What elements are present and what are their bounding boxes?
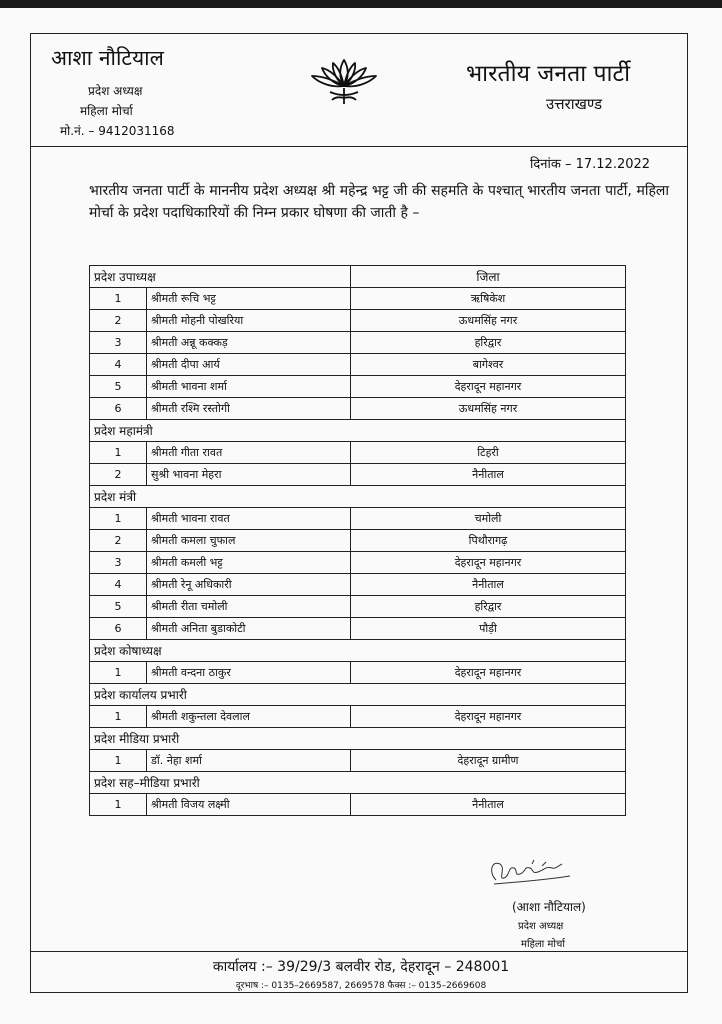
section-title: प्रदेश उपाध्यक्ष — [90, 266, 351, 288]
section-row — [90, 772, 626, 794]
member-name: श्रीमती अनिता बुडाकोटी — [147, 618, 351, 640]
section-row — [90, 486, 626, 508]
table-row — [90, 464, 626, 486]
table-row — [90, 662, 626, 684]
serial-number: 5 — [90, 376, 147, 398]
district-name: पौड़ी — [351, 618, 626, 640]
serial-number: 2 — [90, 310, 147, 332]
footer-divider — [30, 951, 688, 952]
serial-number: 1 — [90, 794, 147, 816]
serial-number: 1 — [90, 706, 147, 728]
table-row — [90, 310, 626, 332]
section-title: प्रदेश कोषाध्यक्ष — [90, 640, 626, 662]
section-row — [90, 420, 626, 442]
top-bar — [0, 0, 722, 8]
serial-number: 3 — [90, 332, 147, 354]
table-row — [90, 574, 626, 596]
member-name: श्रीमती अन्नू कक्कड़ — [147, 332, 351, 354]
table-row — [90, 508, 626, 530]
serial-number: 6 — [90, 398, 147, 420]
party-name: भारतीय जनता पार्टी — [466, 61, 631, 87]
serial-number: 6 — [90, 618, 147, 640]
district-name: ऊधमसिंह नगर — [351, 310, 626, 332]
serial-number: 4 — [90, 354, 147, 376]
district-name: देहरादून महानगर — [351, 706, 626, 728]
member-name: सुश्री भावना मेहरा — [147, 464, 351, 486]
district-name: ऋषिकेश — [351, 288, 626, 310]
sender-position: प्रदेश अध्यक्ष — [88, 84, 143, 98]
section-title: प्रदेश मंत्री — [90, 486, 626, 508]
member-name: श्रीमती वन्दना ठाकुर — [147, 662, 351, 684]
serial-number: 2 — [90, 464, 147, 486]
member-name: श्रीमती शकुन्तला देवलाल — [147, 706, 351, 728]
table-row — [90, 552, 626, 574]
serial-number: 4 — [90, 574, 147, 596]
serial-number: 1 — [90, 750, 147, 772]
member-name: डॉ. नेहा शर्मा — [147, 750, 351, 772]
serial-number: 1 — [90, 288, 147, 310]
member-name: श्रीमती रूचि भट्ट — [147, 288, 351, 310]
table-row — [90, 706, 626, 728]
table-row — [90, 596, 626, 618]
district-name: देहरादून महानगर — [351, 552, 626, 574]
section-title: प्रदेश सह–मीडिया प्रभारी — [90, 772, 626, 794]
district-header: जिला — [351, 266, 626, 288]
table-row — [90, 618, 626, 640]
office-bearers-table — [89, 265, 626, 816]
district-name: नैनीताल — [351, 794, 626, 816]
intro-paragraph: भारतीय जनता पार्टी के माननीय प्रदेश अध्यक्ष श्री महेन्द्र भट्ट जी की सहमति के पश्चात् भारतीय जनता पार्टी, महिला मोर्चा के प्रदेश पदाधिकारियों की निम्न प्रकार घोषणा की जाती है – — [89, 183, 669, 221]
district-name: पिथौरागढ़ — [351, 530, 626, 552]
section-row — [90, 728, 626, 750]
table-row — [90, 442, 626, 464]
sender-wing: महिला मोर्चा — [80, 104, 133, 118]
district-name: देहरादून महानगर — [351, 662, 626, 684]
table-row — [90, 530, 626, 552]
section-row — [90, 684, 626, 706]
table-row — [90, 288, 626, 310]
member-name: श्रीमती मोहनी पोखरिया — [147, 310, 351, 332]
district-name: बागेश्वर — [351, 354, 626, 376]
section-row — [90, 640, 626, 662]
office-phones: दूरभाष :– 0135–2669587, 2669578 फैक्स :– 0135–2669608 — [235, 981, 487, 991]
section-title: प्रदेश मीडिया प्रभारी — [90, 728, 626, 750]
member-name: श्रीमती कमला चुफाल — [147, 530, 351, 552]
district-name: हरिद्वार — [351, 332, 626, 354]
signature-image — [486, 854, 572, 890]
district-name: देहरादून ग्रामीण — [351, 750, 626, 772]
member-name: श्रीमती कमली भट्ट — [147, 552, 351, 574]
district-name: ऊधमसिंह नगर — [351, 398, 626, 420]
state-name: उत्तराखण्ड — [546, 95, 603, 113]
signatory-wing: महिला मोर्चा — [521, 939, 565, 950]
table-row — [90, 794, 626, 816]
member-name: श्रीमती विजय लक्ष्मी — [147, 794, 351, 816]
section-row — [90, 266, 626, 288]
letter-date: दिनांक – 17.12.2022 — [530, 157, 651, 172]
section-title: प्रदेश महामंत्री — [90, 420, 626, 442]
table-row — [90, 354, 626, 376]
district-name: नैनीताल — [351, 464, 626, 486]
district-name: चमोली — [351, 508, 626, 530]
section-title: प्रदेश कार्यालय प्रभारी — [90, 684, 626, 706]
serial-number: 1 — [90, 508, 147, 530]
table-row — [90, 750, 626, 772]
serial-number: 1 — [90, 662, 147, 684]
lotus-icon — [306, 54, 382, 108]
office-address: कार्यालय :– 39/29/3 बलवीर रोड, देहरादून – 248001 — [212, 959, 510, 975]
member-name: श्रीमती भावना रावत — [147, 508, 351, 530]
table-row — [90, 398, 626, 420]
district-name: देहरादून महानगर — [351, 376, 626, 398]
district-name: टिहरी — [351, 442, 626, 464]
serial-number: 3 — [90, 552, 147, 574]
member-name: श्रीमती भावना शर्मा — [147, 376, 351, 398]
header-divider — [30, 146, 688, 147]
member-name: श्रीमती गीता रावत — [147, 442, 351, 464]
sender-name: आशा नौटियाल — [51, 46, 164, 70]
table-row — [90, 376, 626, 398]
signatory-position: प्रदेश अध्यक्ष — [518, 921, 564, 932]
district-name: हरिद्वार — [351, 596, 626, 618]
serial-number: 5 — [90, 596, 147, 618]
member-name: श्रीमती रीता चमोली — [147, 596, 351, 618]
district-name: नैनीताल — [351, 574, 626, 596]
sender-mobile: मो.नं. – 9412031168 — [60, 124, 175, 138]
serial-number: 2 — [90, 530, 147, 552]
member-name: श्रीमती रेनू अधिकारी — [147, 574, 351, 596]
signatory-name: (आशा नौटियाल) — [512, 900, 586, 914]
member-name: श्रीमती रश्मि रस्तोगी — [147, 398, 351, 420]
serial-number: 1 — [90, 442, 147, 464]
table-row — [90, 332, 626, 354]
member-name: श्रीमती दीपा आर्य — [147, 354, 351, 376]
